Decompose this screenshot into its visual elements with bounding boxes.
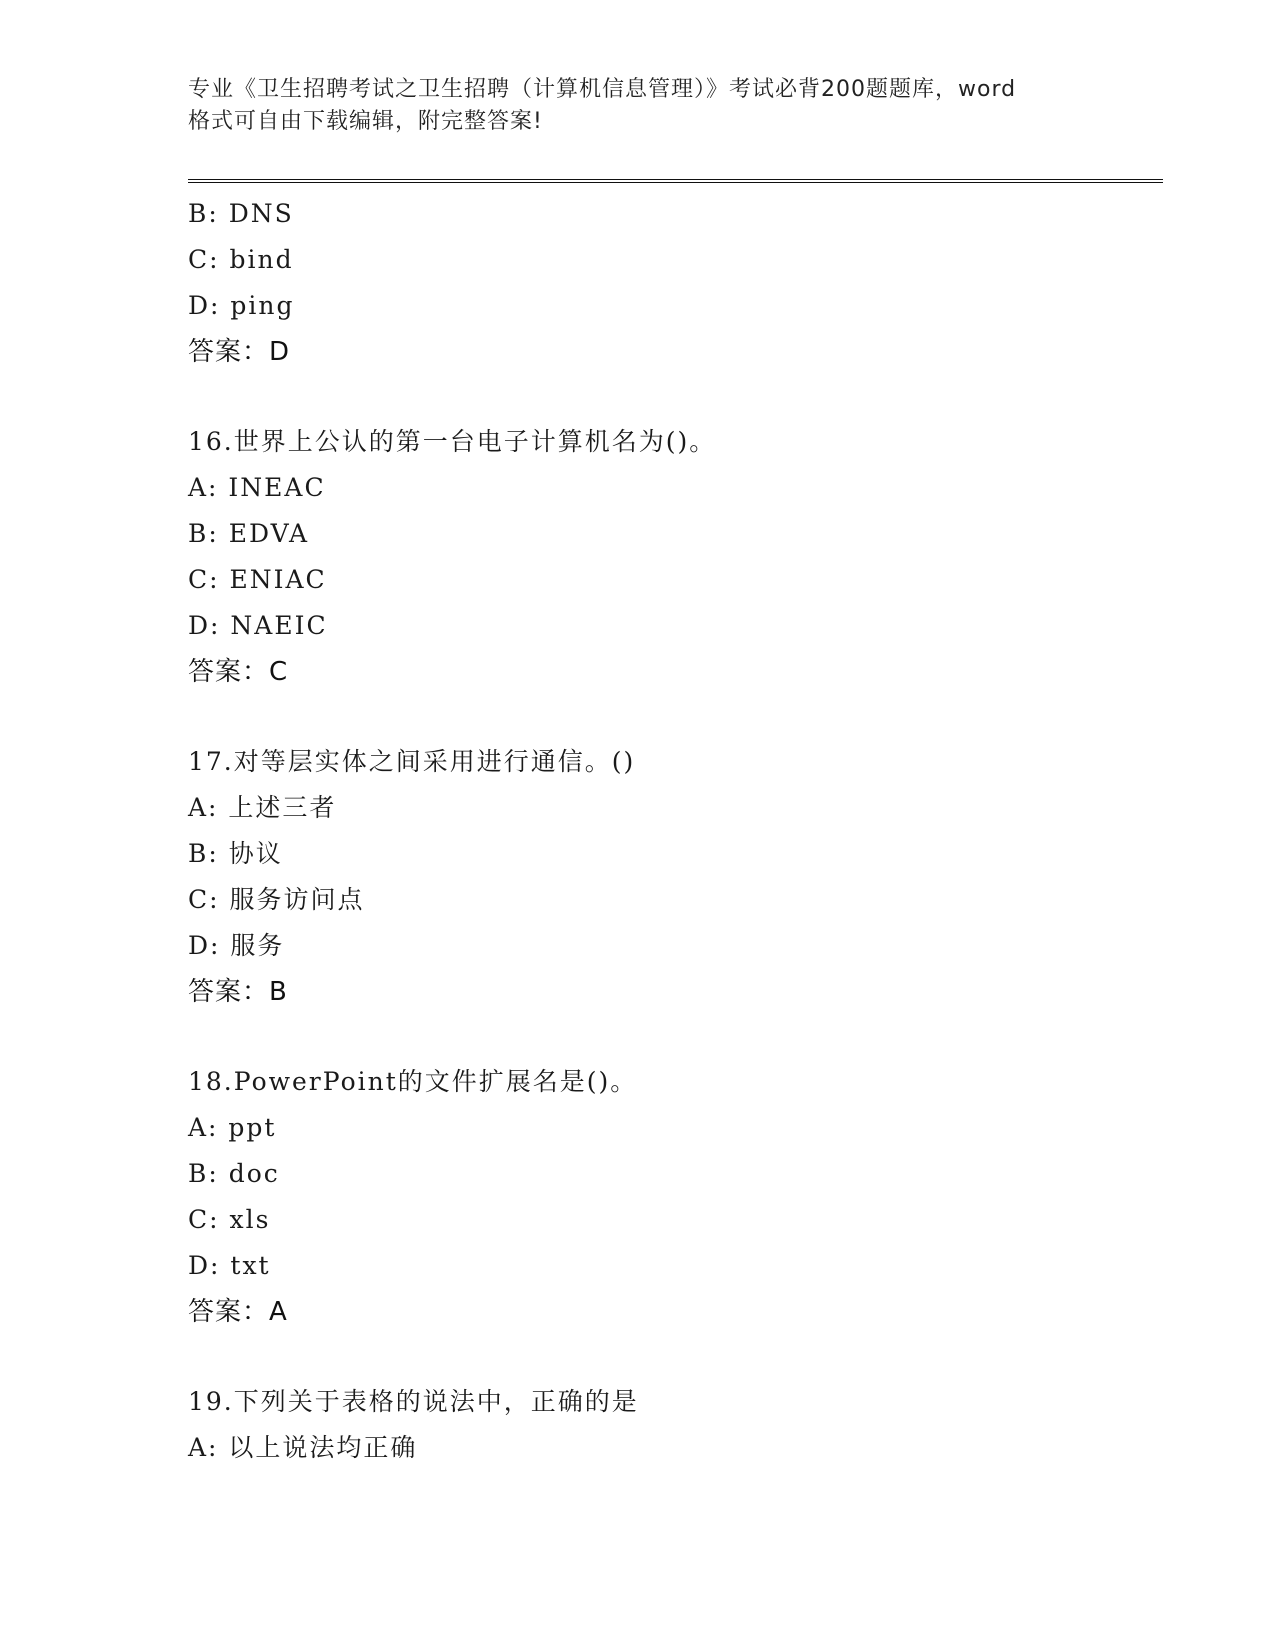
option-c: C: 服务访问点 <box>188 885 365 914</box>
option-a: A: ppt <box>188 1113 277 1142</box>
header-title-line-1: 专业《卫生招聘考试之卫生招聘（计算机信息管理）》考试必背200题题库，word <box>188 77 1017 102</box>
question-text: 18.PowerPoint的文件扩展名是()。 <box>188 1067 638 1096</box>
answer: 答案：A <box>188 1297 288 1327</box>
option-c: C: bind <box>188 245 294 274</box>
question-16 <box>188 419 1163 695</box>
question-text: 19.下列关于表格的说法中，正确的是 <box>188 1387 639 1416</box>
option-a: A: 上述三者 <box>188 793 337 822</box>
option-b: B: DNS <box>188 199 294 228</box>
option-b: B: doc <box>188 1159 280 1188</box>
question-spacer <box>188 695 1163 739</box>
question-19 <box>188 1379 1163 1471</box>
option-b: B: 协议 <box>188 839 283 868</box>
option-a: A: INEAC <box>188 473 326 502</box>
question-text: 17.对等层实体之间采用进行通信。() <box>188 747 636 776</box>
document-header <box>188 74 1088 138</box>
option-d: D: ping <box>188 291 295 320</box>
question-spacer <box>188 1015 1163 1059</box>
question-spacer <box>188 1335 1163 1379</box>
question-text: 16.世界上公认的第一台电子计算机名为()。 <box>188 427 717 456</box>
header-title-line-2: 格式可自由下载编辑，附完整答案! <box>188 109 543 134</box>
option-d: D: NAEIC <box>188 611 328 640</box>
option-c: C: xls <box>188 1205 271 1234</box>
option-d: D: txt <box>188 1251 271 1280</box>
question-17 <box>188 739 1163 1015</box>
question-18 <box>188 1059 1163 1335</box>
answer: 答案：C <box>188 657 289 687</box>
question-list <box>188 191 1163 1471</box>
header-divider <box>188 179 1163 183</box>
option-a: A: 以上说法均正确 <box>188 1433 418 1462</box>
answer: 答案：B <box>188 977 288 1007</box>
question-15 <box>188 191 1163 375</box>
answer: 答案：D <box>188 337 291 367</box>
question-spacer <box>188 375 1163 419</box>
option-c: C: ENIAC <box>188 565 327 594</box>
option-d: D: 服务 <box>188 931 285 960</box>
option-b: B: EDVA <box>188 519 310 548</box>
